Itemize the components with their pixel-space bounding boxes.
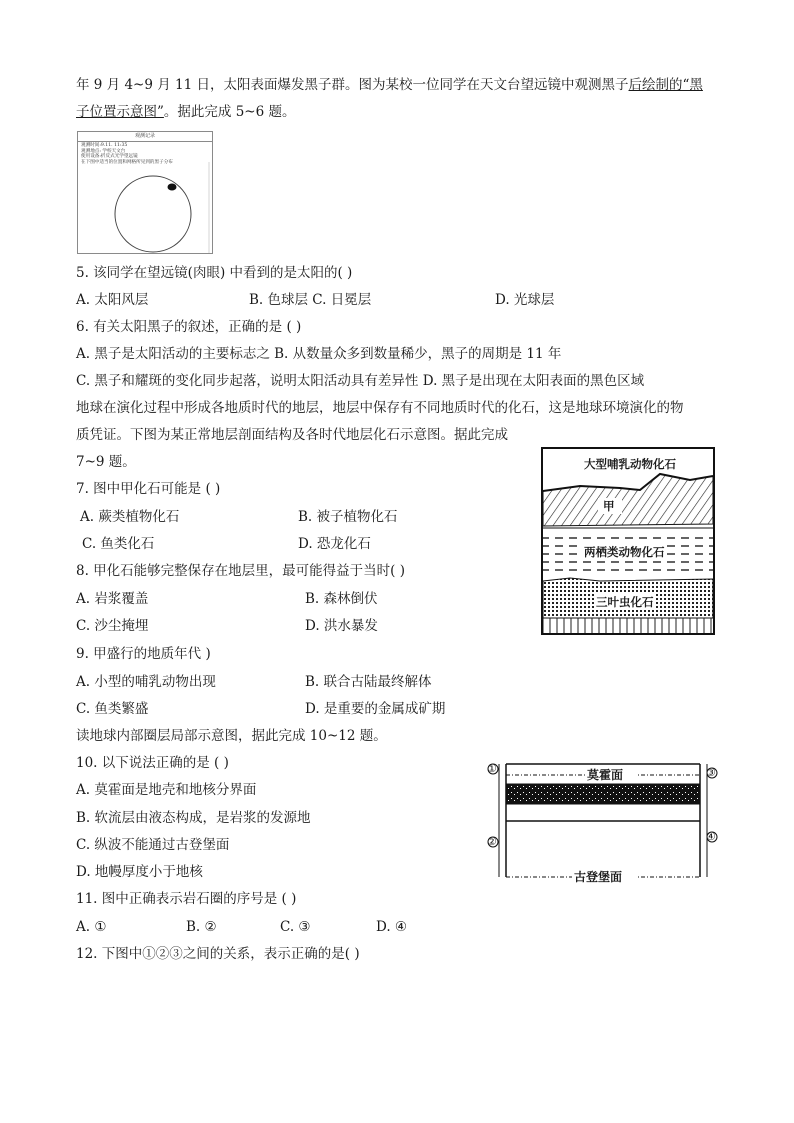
question-11-option-b: B. ② (186, 919, 217, 935)
strata-profile-figure (540, 446, 716, 636)
question-10-stem: 10. 以下说法正确的是 ( ) (76, 755, 229, 771)
question-5-option-bc: B. 色球层 C. 日冕层 (249, 292, 372, 308)
question-11-option-d: D. ④ (376, 919, 408, 935)
observation-header: 观测记录 (78, 132, 212, 142)
layer-marker-4: ④ (706, 830, 716, 843)
question-10-option-a: A. 莫霍面是地壳和地核分界面 (76, 782, 257, 798)
question-11-stem: 11. 图中正确表示岩石圈的序号是 ( ) (76, 891, 297, 907)
question-8-option-c: C. 沙尘掩埋 (76, 618, 149, 634)
intro-sunspot-line2 (76, 103, 295, 121)
observation-note-line: 使用设备:折反式光学望远镜 (81, 154, 138, 160)
observation-note-line: 观测时间:9.11. 11:35 (81, 143, 128, 148)
sunspot-observation-figure (77, 131, 213, 254)
question-9-option-a: A. 小型的哺乳动物出现 (76, 674, 216, 690)
question-9-option-c: C. 鱼类繁盛 (76, 701, 149, 717)
question-5-option-a: A. 太阳风层 (76, 292, 149, 308)
question-7-option-d: D. 恐龙化石 (298, 536, 371, 552)
intro-sunspot-line1 (76, 76, 703, 94)
question-5-stem: 5. 该同学在望远镜(肉眼) 中看到的是太阳的( ) (76, 265, 353, 281)
question-6-options-ab: A. 黑子是太阳活动的主要标志之 B. 从数量众多到数量稀少，黑子的周期是 11 年 (76, 346, 562, 362)
question-7-option-c: C. 鱼类化石 (82, 536, 155, 552)
observation-note-line: 在下图中适当的位置和网格所见到的黑子分布 (81, 159, 173, 165)
intro-earth-layers: 读地球内部圈层局部示意图，据此完成 10~12 题。 (76, 728, 387, 744)
question-11-option-c: C. ③ (280, 919, 311, 935)
gutenberg-label: 古登堡面 (574, 870, 623, 884)
layer-marker-1: ① (487, 762, 497, 775)
question-9-stem: 9. 甲盛行的地质年代 ) (76, 646, 211, 662)
question-10-option-c: C. 纵波不能通过古登堡面 (76, 837, 230, 853)
intro-strata-line1: 地球在演化过程中形成各地质时代的地层，地层中保存有不同地质时代的化石，这是地球环境演化的物 (76, 400, 684, 416)
question-8-option-a: A. 岩浆覆盖 (76, 591, 149, 607)
question-6-stem: 6. 有关太阳黑子的叙述，正确的是 ( ) (76, 319, 302, 335)
question-8-stem: 8. 甲化石能够完整保存在地层里，最可能得益于当时( ) (76, 563, 405, 579)
strata-label-jia: 甲 (603, 499, 615, 513)
intro-strata-line2: 质凭证。下图为某正常地层剖面结构及各时代地层化石示意图。据此完成 (76, 427, 508, 443)
question-8-option-d: D. 洪水暴发 (305, 618, 378, 634)
layer-marker-2: ② (487, 835, 497, 848)
question-7-stem: 7. 图中甲化石可能是 ( ) (76, 481, 221, 497)
question-8-option-b: B. 森林倒伏 (305, 591, 378, 607)
sun-disc-drawing (78, 132, 212, 253)
question-10-option-b: B. 软流层由液态构成，是岩浆的发源地 (76, 810, 311, 826)
strata-label-amphibian-fossil: 两栖类动物化石 (584, 545, 665, 559)
strata-label-trilobite-fossil: 三叶虫化石 (596, 595, 654, 609)
sun-disc-circle (115, 176, 191, 252)
layer-marker-3: ③ (706, 766, 716, 779)
intro-strata-line3: 7~9 题。 (76, 454, 136, 470)
question-7-option-b: B. 被子植物化石 (298, 509, 398, 525)
sunspot-mark (168, 184, 177, 191)
question-9-option-b: B. 联合古陆最终解体 (305, 674, 432, 690)
intro-sunspot-line2-text: 。据此完成 5~6 题。 (163, 104, 296, 120)
question-10-option-d: D. 地幔厚度小于地核 (76, 864, 203, 880)
strata-label-mammal-fossil: 大型哺乳动物化石 (584, 457, 676, 471)
question-5-option-d: D. 光球层 (495, 292, 555, 308)
question-11-option-a: A. ① (76, 919, 107, 935)
earth-layers-figure (486, 760, 720, 884)
question-9-option-d: D. 是重要的金属成矿期 (305, 701, 446, 717)
intro-sunspot-line2-underlined: 子位置示意图” (76, 104, 164, 120)
question-12-stem: 12. 下图中①②③之间的关系，表示正确的是( ) (76, 946, 360, 962)
moho-label: 莫霍面 (587, 768, 624, 782)
observation-note-line: 观测地点: 学校天文台 (81, 148, 126, 154)
question-7-option-a: A. 蕨类植物化石 (80, 509, 180, 525)
intro-sunspot-line1-underlined: 后绘制的“黑 (628, 77, 703, 93)
question-6-options-cd: C. 黑子和耀斑的变化同步起落，说明太阳活动具有差异性 D. 黑子是出现在太阳表面的黑色区域 (76, 373, 645, 389)
intro-sunspot-line1-text: 年 9 月 4~9 月 11 日，太阳表面爆发黑子群。图为某校一位同学在天文台望远镜中观测黑子 (76, 77, 629, 93)
